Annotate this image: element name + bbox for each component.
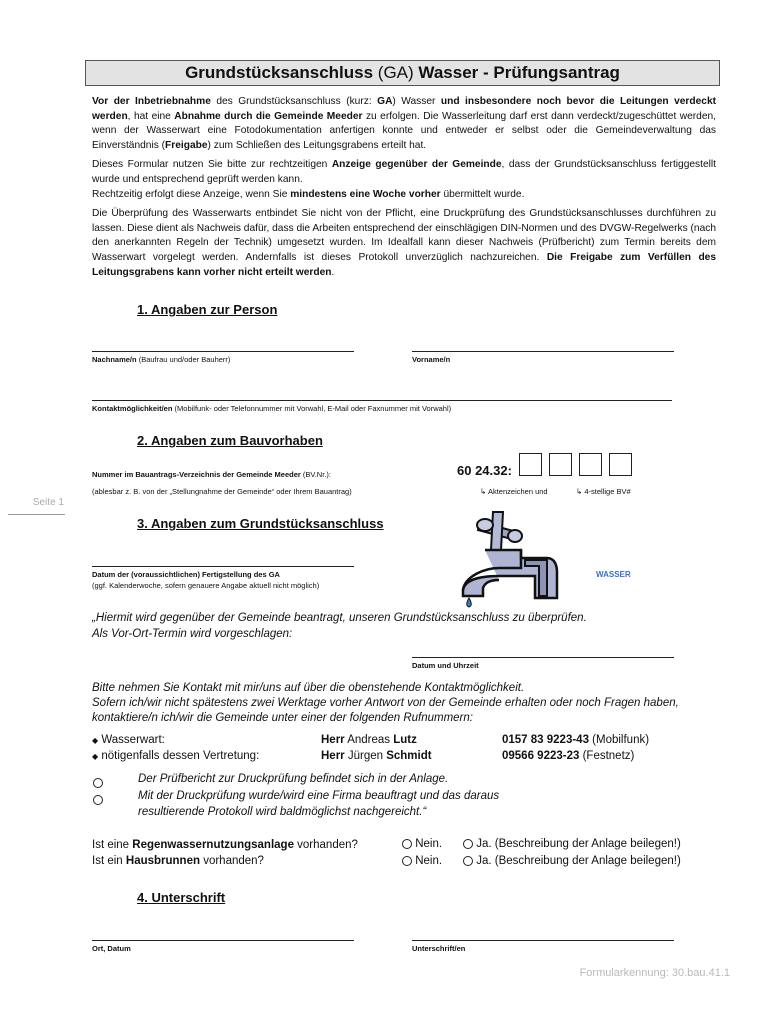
datum-note: (ggf. Kalenderwoche, sofern genauere Angabe aktuell nicht möglich) [92,581,320,590]
bv-prefix: 60 24.32: [457,463,512,478]
antrag-text-2: Als Vor-Ort-Termin wird vorgeschlagen: [92,628,293,640]
page-title: Grundstücksanschluss (GA) Wasser - Prüfungsantrag [85,60,720,86]
datum-label: Datum der (voraussichtlichen) Fertigstellung des GA [92,570,280,579]
pointer-icon: ↳ [480,487,488,496]
kontakt-text [92,681,722,726]
water-tap-icon [455,510,560,610]
bv-digit-box-1[interactable] [519,453,542,476]
antrag-text-1: „Hiermit wird gegenüber der Gemeinde beantragt, unseren Grundstücksanschluss zu überprüfen. [92,612,587,624]
bv-digit-box-2[interactable] [549,453,572,476]
option-1-radio[interactable] [93,774,103,792]
contact-phone-2: 09566 9223-23 (Festnetz) [502,750,635,762]
side-divider [8,514,65,515]
pointer-icon: ↳ [576,487,585,496]
termin-input-line[interactable] [412,657,674,658]
section-heading-person: 1. Angaben zur Person [137,302,278,317]
contact-name-1: Herr Andreas Lutz [321,734,417,746]
unterschrift-label: Unterschrift/en [412,944,466,953]
radio-icon [463,839,473,849]
option-1-text: Der Prüfbericht zur Druckprüfung befindet sich in der Anlage. [138,773,449,785]
regenwasser-ja-option[interactable]: Ja. (Beschreibung der Anlage beilegen!) [463,838,681,850]
name-label: Nachname/n (Baufrau und/oder Bauherr) [92,355,231,364]
bv-number-boxes [519,453,639,481]
contact-name-2: Herr Jürgen Schmidt [321,750,432,762]
intro-paragraph-2: Dieses Formular nutzen Sie bitte zur rechtzeitigen Anzeige gegenüber der Gemeinde, dass der Grundstücksanschluss fertiggestellt wurde und entsprechend geprüft werden kann. Rechtzeitig erfolgt diese Anzeige, wenn Sie mindestens eine Woche vorher übermittelt wurde. [92,159,716,200]
vorname-input-line[interactable] [412,351,674,352]
radio-icon [402,856,412,866]
bv-hint: ↳ Aktenzeichen und [480,487,548,496]
form-id: Formularkennung: 30.bau.41.1 [579,967,730,979]
section-heading-anschluss: 3. Angaben zum Grundstücksanschluss [137,516,384,531]
name-input-line[interactable] [92,351,354,352]
bv-digit-box-3[interactable] [579,453,602,476]
ort-datum-input-line[interactable] [92,940,354,941]
radio-icon [463,856,473,866]
section-heading-bauvorhaben: 2. Angaben zum Bauvorhaben [137,433,323,448]
question-regenwasser: Ist eine Regenwassernutzungsanlage vorhanden? [92,839,358,851]
vorname-label: Vorname/n [412,355,451,364]
section-heading-unterschrift: 4. Unterschrift [137,890,226,905]
option-2-text-b: resultierende Protokoll wird baldmöglichst nachgereicht.“ [138,806,427,818]
kontakt-text-1: Bitte nehmen Sie Kontakt mit mir/uns auf über die obenstehende Kontaktmöglichkeit. [92,682,525,694]
kontakt-text-2: Sofern ich/wir nicht spätestens zwei Werktage vorher Antwort von der Gemeinde erhalten oder noch Fragen haben, kontaktiere/n ich/wir die Gemeinde unter einer der folgenden Rufnummern: [92,697,679,724]
contact-row-wasserwart: ◆ Wasserwart: [92,734,165,746]
bullet-icon: ◆ [92,736,99,745]
radio-icon [402,839,412,849]
bv-note: (ablesbar z. B. von der „Stellungnahme der Gemeinde“ oder Ihrem Bauantrag) [92,487,352,496]
kontakt-label: Kontaktmöglichkeit/en (Mobilfunk- oder Telefonnummer mit Vorwahl, E-Mail oder Faxnummer mit Vorwahl) [92,404,452,413]
hausbrunnen-ja-option[interactable]: Ja. (Beschreibung der Anlage beilegen!) [463,855,681,867]
bv-digit-box-4[interactable] [609,453,632,476]
ort-datum-label: Ort, Datum [92,944,131,953]
question-hausbrunnen: Ist ein Hausbrunnen vorhanden? [92,855,264,867]
page-side-label: Seite 1 [32,497,64,508]
unterschrift-input-line[interactable] [412,940,674,941]
intro-paragraph-3: Die Überprüfung des Wasserwarts entbindet Sie nicht von der Pflicht, eine Druckprüfung des Grundstücksanschlusses durchführen zu lassen. Diese dient als Nachweis dafür, dass die Arbeiten entsprechend der einschlägigen DIN-Normen und des DVGW-Regelwerks (nach den anerkannten Regeln der Technik) umgesetzt wurden. Im Idealfall kann dieser Nachweis (Prüfbericht) zum Termin bereits dem Wasserwart vorgelegt werden. Andernfalls ist dieses Protokoll unverzüglich nachzureichen. Die Freigabe zum Verfüllen des Leitungsgrabens kann vorher nicht erteilt werden. [92,208,716,278]
regenwasser-nein-option[interactable]: Nein. [402,838,442,850]
option-2-text-a: Mit der Druckprüfung wurde/wird eine Firma beauftragt und das daraus [138,790,500,802]
datum-input-line[interactable] [92,566,354,567]
option-2-radio[interactable] [93,791,103,809]
bv-label: Nummer im Bauantrags-Verzeichnis der Gemeinde Meeder (BV.Nr.): [92,470,331,479]
hausbrunnen-nein-option[interactable]: Nein. [402,855,442,867]
kontakt-input-line[interactable] [92,400,672,401]
contact-phone-1: 0157 83 9223-43 (Mobilfunk) [502,734,650,746]
bv-hint-2: ↳ 4-stellige BV# [576,487,631,496]
bullet-icon: ◆ [92,752,99,761]
intro-paragraph-1: Vor der Inbetriebnahme des Grundstücksanschluss (kurz: GA) Wasser und insbesondere noch bevor die Leitungen verdeckt werden, hat eine Abnahme durch die Gemeinde Meeder zu erfolgen. Die Wasserleitung darf erst dann verdeckt/zugeschüttet werden, wenn der Wasserwart eine Fotodokumentation anfertigen konnte und entweder er selbst oder die Gemeindeverwaltung das Einverständnis (Freigabe) zum Schließen des Leitungsgrabens erteilt hat. [92,96,717,151]
termin-label: Datum und Uhrzeit [412,661,479,670]
intro-text [92,95,716,285]
wasser-label: WASSER [596,570,631,579]
contact-row-vertretung: ◆ nötigenfalls dessen Vertretung: [92,750,260,762]
